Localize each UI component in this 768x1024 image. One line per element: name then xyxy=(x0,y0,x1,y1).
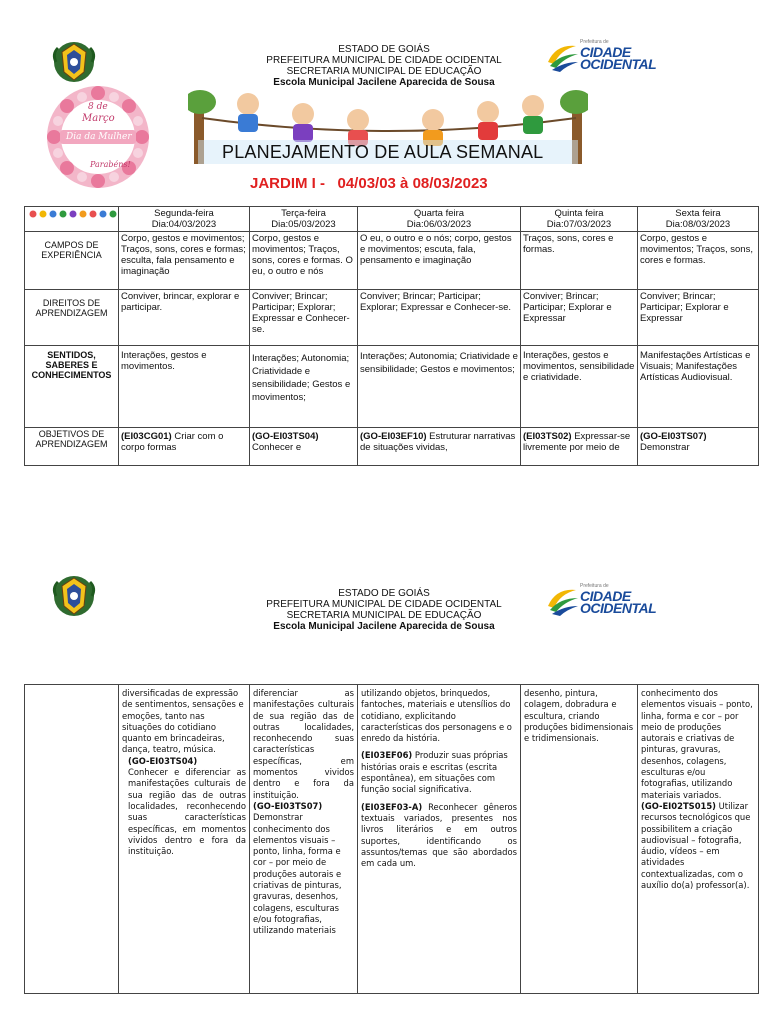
day-date: Dia:07/03/2023 xyxy=(546,219,612,230)
document-header xyxy=(200,588,568,632)
objective-text: Estruturar narrativas de situações vividas, xyxy=(360,431,516,453)
table-cell: Corpo, gestos e movimentos; Traços, sons, cores e formas; esculta, fala pensamento e imaginação xyxy=(119,232,250,290)
school-name: Escola Municipal Jacilene Aparecida de Sousa xyxy=(273,77,495,88)
paragraph: Utilizar recursos tecnológicos que possibilitem a criação audiovisual – fotografia, áudio, vídeos – em atividades contextualizadas, com o auxílio do(a) professor(a). xyxy=(641,800,751,891)
table-cell xyxy=(119,428,250,466)
table-cell: O eu, o outro e o nós; corpo, gestos e movimentos; escuta, fala, pensamento e imaginação xyxy=(358,232,521,290)
table-cell: Corpo, gestos e movimentos; Traços, sons, cores e formas. O eu, o outro e nós xyxy=(250,232,358,290)
table-row-direitos xyxy=(25,290,759,346)
table-cell: Conviver; Brincar; Participar; Explorar; Expressar e Conhecer-se. xyxy=(250,290,358,346)
secretariat-name: SECRETARIA MUNICIPAL DE EDUCAÇÃO xyxy=(286,610,482,621)
day-header-friday xyxy=(638,207,759,232)
day-header-thursday xyxy=(521,207,638,232)
day-date: Dia:06/03/2023 xyxy=(406,219,472,230)
table-cell xyxy=(521,685,638,994)
objective-code: (GO-EI02TS015) xyxy=(641,800,716,811)
table-cell: Manifestações Artísticas e Visuais; Manifestações Artísticas Audiovisual. xyxy=(638,346,759,428)
city-logo-line1: CIDADE xyxy=(580,588,631,604)
table-cell xyxy=(250,428,358,466)
table-cell: Conviver; Brincar; Participar; Explorar e Expressar xyxy=(638,290,759,346)
paragraph: diferenciar as manifestações culturais de sua região das de outras localidades, reconhecendo suas características específicas, em momentos vividos dentro e fora da instituição. xyxy=(253,688,354,800)
objective-text: Criar com o corpo formas xyxy=(121,431,224,453)
table-cell xyxy=(638,428,759,466)
day-date: Dia:04/03/2023 xyxy=(151,219,217,230)
table-cell xyxy=(358,428,521,466)
paragraph: conhecimento dos elementos visuais – ponto, linha, forma e cor – por meio de produções autorais e criativas de pinturas, gravuras, desenhos, colagens, esculturas e/ou fotografias, utilizando materiais variados. xyxy=(641,688,753,800)
table-cell: Interações, gestos e movimentos, sensibilidade e criatividade. xyxy=(521,346,638,428)
table-row-campos xyxy=(25,232,759,290)
objective-code: (GO-EI03TS07) xyxy=(253,800,323,811)
table-cell: Traços, sons, cores e formas. xyxy=(521,232,638,290)
secretariat-name: SECRETARIA MUNICIPAL DE EDUCAÇÃO xyxy=(286,66,482,77)
objective-code: (EI03EF03-A) xyxy=(361,801,423,812)
objective-code: (GO-EI03EF10) xyxy=(360,431,427,442)
womens-day-wreath xyxy=(42,82,154,192)
day-header-wednesday xyxy=(358,207,521,232)
paragraph: desenho, pintura, colagem, dobradura e escultura, criando produções bidimensionais e tridimensionais. xyxy=(524,688,634,744)
table-cell: Conviver; Brincar; Participar; Explorar e Expressar xyxy=(521,290,638,346)
paragraph: Demonstrar conhecimento dos elementos visuais – ponto, linha, forma e cor – por meio de produções autorais e criativas de pinturas, gravuras, desenhos, colagens, esculturas e/ou fotografias, utilizando materiais xyxy=(253,812,342,936)
table-cell: Interações; Autonomia; Criatividade e sensibilidade; Gestos e movimentos; xyxy=(358,346,521,428)
city-logo-tag: Prefeitura de xyxy=(580,583,609,589)
day-date: Dia:05/03/2023 xyxy=(271,219,336,230)
womens-day-congrats: Parabéns! xyxy=(90,160,131,169)
objective-block xyxy=(361,750,517,795)
table-cell xyxy=(250,685,358,994)
table-cell: Conviver, brincar, explorar e participar. xyxy=(119,290,250,346)
row-label-direitos: DIREITOS DE APRENDIZAGEM xyxy=(25,290,119,346)
municipal-crest-icon xyxy=(50,572,98,620)
paragraph: diversificadas de expressão de sentimentos, sensações e emoções, tanto nas situações do cotidiano quanto em brincadeiras, dança, teatro, música. xyxy=(122,688,244,755)
row-label-objetivos: OBJETIVOS DE APRENDIZAGEM xyxy=(25,428,119,466)
city-logo-line2: OCIDENTAL xyxy=(580,56,657,72)
objective-code: (EI03EF06) xyxy=(361,750,413,761)
objective-code: (GO-EI03TS07) xyxy=(640,431,707,442)
womens-day-month: Março xyxy=(82,113,115,124)
paragraph: Conhecer e diferenciar as manifestações culturais de sua região das de outras localidades, reconhecendo suas características específicas, em momentos vividos dentro e fora da instituição. xyxy=(128,767,246,857)
continuation-table xyxy=(24,684,759,994)
row-label-sentidos: SENTIDOS, SABERES E CONHECIMENTOS xyxy=(25,346,119,428)
state-name: ESTADO DE GOIÁS xyxy=(338,44,430,55)
city-swoosh-icon xyxy=(546,584,580,618)
table-cell: Interações, gestos e movimentos. xyxy=(119,346,250,428)
city-logo-tag: Prefeitura de xyxy=(580,39,609,45)
day-header-tuesday xyxy=(250,207,358,232)
paragraph: Reconhecer gêneros textuais variados, presentes nos livros literários e em outros suportes, identificando os assuntos/temas que são abordados em cada um. xyxy=(361,801,517,869)
page-title: PLANEJAMENTO DE AULA SEMANAL xyxy=(222,142,544,162)
city-logo-line1: CIDADE xyxy=(580,44,631,60)
objective-code: (EI03CG01) xyxy=(121,431,172,442)
womens-day-date: 8 de xyxy=(88,102,108,112)
prefecture-name: PREFEITURA MUNICIPAL DE CIDADE OCIDENTAL xyxy=(266,55,502,66)
table-row-sentidos xyxy=(25,346,759,428)
city-logo xyxy=(546,582,657,618)
day-name: Segunda-feira xyxy=(154,208,214,219)
table-cell xyxy=(358,685,521,994)
objective-block xyxy=(361,802,517,870)
day-date: Dia:08/03/2023 xyxy=(665,219,731,230)
prefecture-name: PREFEITURA MUNICIPAL DE CIDADE OCIDENTAL xyxy=(266,599,502,610)
table-cell xyxy=(119,685,250,994)
day-header-monday xyxy=(119,207,250,232)
municipal-crest-icon xyxy=(50,38,98,86)
day-name: Quarta feira xyxy=(413,208,465,219)
city-logo xyxy=(546,38,657,74)
paragraph: utilizando objetos, brinquedos, fantoches, materiais e utensílios do cotidiano, explicitando características dos personagens e o enredo da história. xyxy=(361,688,512,744)
table-row-objetivos xyxy=(25,428,759,466)
objective-text: Demonstrar xyxy=(640,442,690,453)
day-name: Sexta feira xyxy=(675,208,721,219)
document-header xyxy=(200,44,568,88)
city-swoosh-icon xyxy=(546,40,580,74)
table-cell: Interações; Autonomia; Criatividade e sensibilidade; Gestos e movimentos; xyxy=(250,346,358,428)
day-name: Quinta feira xyxy=(554,208,604,219)
womens-day-title: Dia da Mulher xyxy=(66,132,132,142)
state-name: ESTADO DE GOIÁS xyxy=(338,588,430,599)
class-period-heading: JARDIM I - 04/03/03 à 08/03/2023 xyxy=(250,175,488,192)
objective-code: (EI03TS02) xyxy=(523,431,572,442)
paragraph: Produzir suas próprias histórias orais e escritas (escrita espontânea), em situações com função social significativa. xyxy=(361,750,508,795)
school-name: Escola Municipal Jacilene Aparecida de Sousa xyxy=(273,621,495,632)
objective-text: Conhecer e xyxy=(252,442,302,453)
weekly-plan-table xyxy=(24,206,759,466)
empty-label-cell xyxy=(25,685,119,994)
day-name: Terça-feira xyxy=(281,208,326,219)
table-header-row xyxy=(25,207,759,232)
objective-text: Expressar-se livremente por meio de xyxy=(523,431,631,453)
objective-code: (GO-EI03TS04) xyxy=(128,755,198,766)
table-cell: Conviver; Brincar; Participar; Explorar; Expressar e Conhecer-se. xyxy=(358,290,521,346)
objective-block xyxy=(641,801,755,891)
table-cell xyxy=(521,428,638,466)
table-cell: Corpo, gestos e movimentos; Traços, sons, cores e formas. xyxy=(638,232,759,290)
kids-strip-cell xyxy=(25,207,119,232)
table-cell xyxy=(638,685,759,994)
row-label-campos: CAMPOS DE EXPERIÊNCIA xyxy=(25,232,119,290)
kids-strip-icon xyxy=(27,209,117,219)
objective-code: (GO-EI03TS04) xyxy=(252,431,319,442)
table-row xyxy=(25,685,759,994)
city-logo-line2: OCIDENTAL xyxy=(580,600,657,616)
